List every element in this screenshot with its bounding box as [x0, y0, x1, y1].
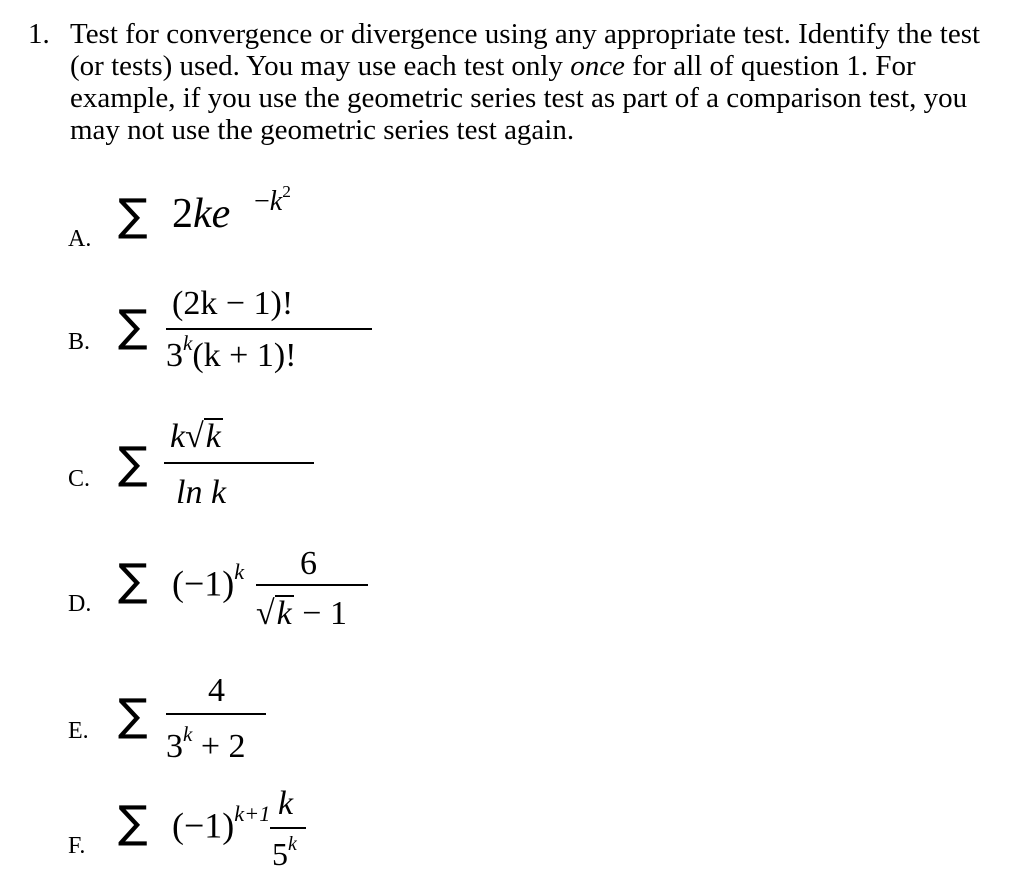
part-a-base: e — [211, 191, 231, 237]
part-a-term — [172, 190, 230, 238]
part-f-numerator: k — [278, 785, 294, 822]
part-d-den-rad: k — [276, 595, 292, 632]
part-c-num-k: k — [170, 418, 186, 455]
question-number: 1. — [28, 18, 50, 50]
part-a-var: k — [193, 191, 212, 237]
fraction-bar — [270, 827, 306, 829]
sigma-symbol: ∑ — [118, 190, 148, 241]
question-text — [70, 18, 1000, 146]
part-a-letter: A. — [68, 226, 92, 252]
part-b-letter: B. — [68, 329, 91, 355]
sigma-symbol: ∑ — [118, 797, 148, 848]
part-a-exp-sign: − — [254, 186, 270, 218]
part-e-den-exp: k — [183, 722, 193, 746]
part-b-den-rest: (k + 1)! — [192, 336, 297, 374]
part-e-denominator — [166, 722, 246, 766]
part-c-num-rad: k — [205, 418, 221, 455]
part-b-den-exp: k — [183, 331, 193, 355]
part-d-den-rest: − 1 — [293, 595, 347, 632]
part-f-den-base: 5 — [272, 835, 288, 872]
sigma-symbol: ∑ — [118, 555, 148, 606]
fraction-bar — [256, 584, 368, 586]
part-e-den-base: 3 — [166, 727, 183, 765]
question-text-before: Test for convergence or divergence using any appropriate test. Identify the test (or tests) used. You may use each test only — [70, 18, 981, 82]
part-b-den-base: 3 — [166, 336, 183, 374]
question-text-after: for all of question 1. For example, if you use the geometric series test as part of a comparison test, you may not use the geometric series test again. — [70, 50, 968, 146]
part-a-exponent — [254, 182, 291, 218]
part-f-letter: F. — [68, 833, 86, 859]
part-a-exp-var: k — [269, 186, 283, 218]
fraction-bar — [166, 328, 372, 330]
part-a-exp-pow: 2 — [282, 182, 291, 201]
part-d-factor-exp: k — [234, 559, 245, 584]
fraction-bar — [164, 462, 314, 464]
part-a-coef: 2 — [172, 191, 193, 237]
part-f-factor — [172, 801, 270, 847]
sigma-symbol: ∑ — [118, 438, 148, 489]
part-b-denominator — [166, 331, 297, 375]
part-f-den-exp: k — [288, 833, 297, 855]
sigma-symbol: ∑ — [118, 690, 148, 741]
part-c-numerator: k√k — [170, 418, 221, 455]
fraction-bar — [166, 713, 266, 715]
part-d-numerator: 6 — [300, 545, 317, 582]
part-d-denominator: √k − 1 — [256, 595, 347, 632]
part-d-factor — [172, 559, 244, 605]
part-e-numerator: 4 — [208, 672, 225, 709]
part-d-letter: D. — [68, 591, 92, 617]
part-f-denominator — [272, 833, 297, 873]
part-f-factor-exp: k+1 — [234, 801, 271, 826]
part-c-denominator: ln k — [176, 474, 227, 511]
part-e-den-rest: + 2 — [192, 727, 246, 765]
part-c-letter: C. — [68, 466, 91, 492]
part-f-factor-base: (−1) — [172, 805, 235, 846]
part-e-letter: E. — [68, 718, 89, 744]
part-d-factor-base: (−1) — [172, 563, 235, 604]
part-b-numerator: (2k − 1)! — [172, 285, 294, 322]
question-emphasis: once — [570, 50, 625, 82]
sigma-symbol: ∑ — [118, 301, 148, 352]
